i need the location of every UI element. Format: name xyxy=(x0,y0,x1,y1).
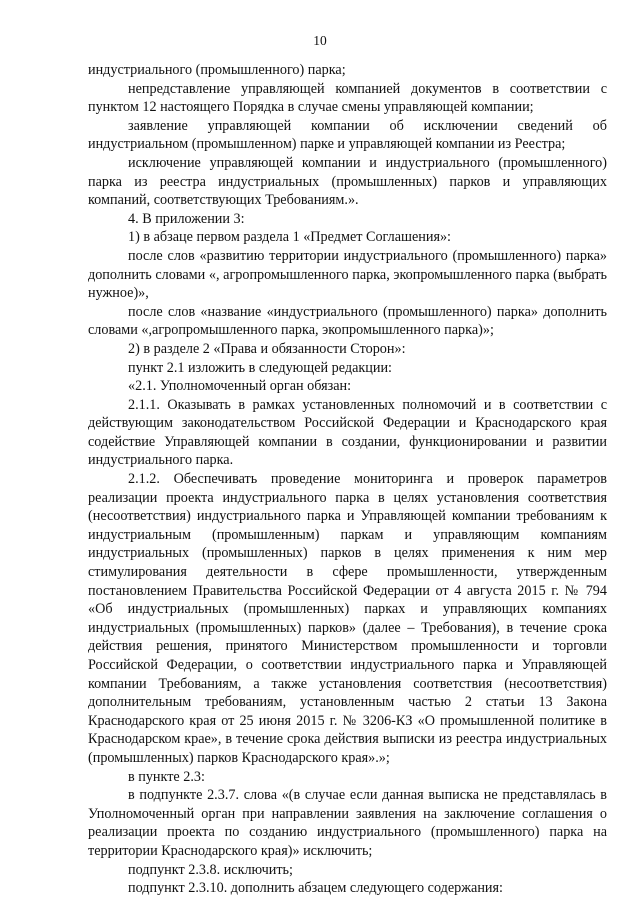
paragraph: 1) в абзаце первом раздела 1 «Предмет Соглашения»: xyxy=(128,229,451,246)
paragraph: непредставление управляющей компанией документов в соответствии с пунктом 12 настоящего Порядка в случае смены управляющей компании; xyxy=(88,80,607,116)
paragraph: после слов «развитию территории индустриального (промышленного) парка» дополнить словами «, агропромышленного парка, экопромышленного парка (выбрать нужное)», xyxy=(88,247,607,302)
page-number: 10 xyxy=(313,33,327,48)
paragraph: подпункт 2.3.8. исключить; xyxy=(128,861,293,878)
paragraph: «2.1. Уполномоченный орган обязан: xyxy=(128,378,352,395)
paragraph: пункт 2.1 изложить в следующей редакции: xyxy=(128,359,392,376)
paragraph: исключение управляющей компании и индустриального (промышленного) парка из реестра индустриальных (промышленных) парков и управляющих компаний, соответствующих Требованиям.». xyxy=(88,154,607,209)
paragraph: 4. В приложении 3: xyxy=(128,210,245,227)
paragraph: после слов «название «индустриального (промышленного) парка» дополнить словами «,агропромышленного парка, экопромышленного парка)»; xyxy=(88,303,607,339)
paragraph: 2) в разделе 2 «Права и обязанности Сторон»: xyxy=(128,340,406,357)
document-body xyxy=(88,61,607,898)
paragraph: подпункт 2.3.10. дополнить абзацем следующего содержания: xyxy=(128,880,503,897)
paragraph: в подпункте 2.3.7. слова «(в случае если данная выписка не представлялась в Уполномоченный орган при направлении заявления на заключение соглашения о реализации проекта по созданию индустриального (промышленного) парка на территории Краснодарского края)» исключить; xyxy=(88,787,607,859)
paragraph: 2.1.1. Оказывать в рамках установленных полномочий и в соответствии с действующим законодательством Российской Федерации и Краснодарского края содействие Управляющей компании в создании, функционировании и развитии индустриального парка. xyxy=(88,396,607,469)
paragraph: индустриального (промышленного) парка; xyxy=(88,62,346,78)
paragraph: 2.1.2. Обеспечивать проведение мониторинга и проверок параметров реализации проекта индустриального парка в целях установления соответствия (несоответствия) индустриального парка и Управляющей компании требованиям к индустриальным (промышленным) паркам и управляющим компаниям индустриальных (промышленных) парков в целях применения к ним мер стимулирования деятельности в сфере промышленности, утвержденным постановлением Правительства Российской Федерации от 4 августа 2015 г. № 794 «Об индустриальных (промышленных) парках и управляющих компаниях индустриальных (промышленных) парков» (далее – Требования), в течение срока действия решения, принятого Министерством промышленности и торговли Российской Федерации, о соответствии индустриального парка и Управляющей компании Требованиям, а также установления соответствия (несоответствия) дополнительным требованиям, установленным частью 2 статьи 13 Закона Краснодарского края от 25 июня 2015 г. № 3206-КЗ «О промышленной политике в Краснодарском крае», в течение срока действия выписки из реестра индустриальных (промышленных) парков Краснодарского края».»; xyxy=(88,471,607,766)
paragraph: заявление управляющей компании об исключении сведений об индустриальном (промышленном) парке и управляющей компании из Реестра; xyxy=(88,117,607,153)
paragraph: в пункте 2.3: xyxy=(128,768,205,785)
